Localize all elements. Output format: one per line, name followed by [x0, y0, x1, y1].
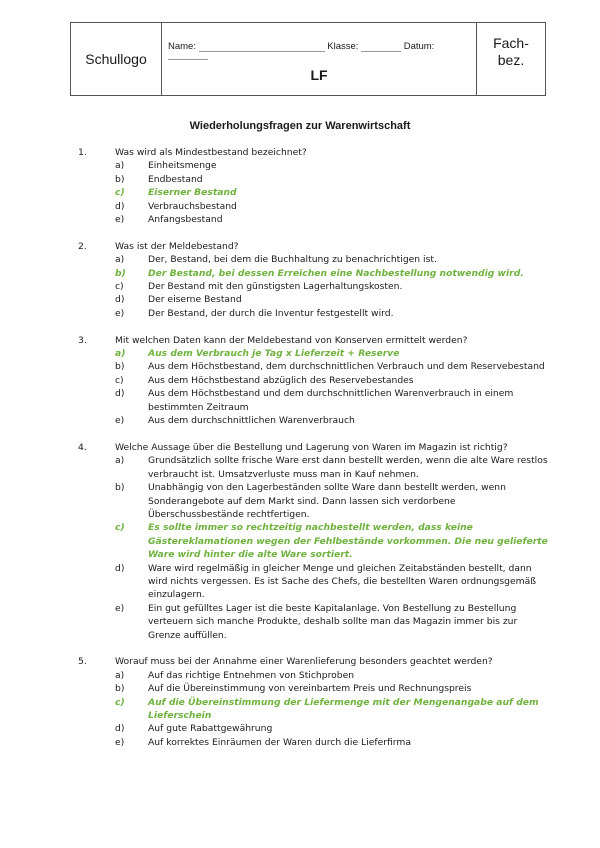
option-letter: d)	[115, 200, 125, 212]
option-text: Der, Bestand, bei dem die Buchhaltung zu benachrichtigen ist.	[148, 254, 437, 266]
option-letter: a)	[115, 254, 125, 266]
option-letter: b)	[115, 683, 125, 695]
option-text: Ware wird regelmäßig in gleicher Menge und gleichen Zeitabständen bestellt, dann wird nichts vergessen. Es ist Sache des Chefs, die bestellten Waren ordnungsgemäß einzulagern.	[148, 562, 536, 601]
question-text: Welche Aussage über die Bestellung und Lagerung von Waren im Magazin ist richtig?	[115, 441, 508, 453]
option-text: Der Bestand, bei dessen Erreichen eine Nachbestellung notwendig wird.	[148, 267, 524, 279]
answer-option	[0, 293, 600, 306]
option-text: Grundsätzlich sollte frische Ware erst dann bestellt werden, wenn die alte Ware restlos verbraucht ist. Umsatzverluste muss man in Kauf nehmen.	[148, 455, 548, 480]
option-letter: e)	[115, 602, 125, 614]
question-number: 1.	[78, 147, 87, 158]
question-2	[0, 240, 600, 320]
question-1	[0, 146, 600, 226]
answer-option	[0, 481, 600, 521]
option-text: Aus dem Höchstbestand abzüglich des Reservebestandes	[148, 374, 414, 386]
question-3	[0, 334, 600, 428]
student-info-cell	[162, 23, 477, 95]
fach-line-1: Fach-	[493, 35, 529, 51]
answer-option	[0, 562, 600, 602]
answer-option	[0, 200, 600, 213]
fachbezeichnung-cell	[477, 23, 545, 95]
option-text: Aus dem durchschnittlichen Warenverbrauch	[148, 415, 355, 427]
question-5	[0, 655, 600, 749]
questions-list	[0, 146, 600, 763]
option-letter: e)	[115, 415, 125, 427]
option-text: Auf korrektes Einräumen der Waren durch die Lieferfirma	[148, 736, 411, 748]
student-fields-row	[168, 41, 472, 52]
answer-option	[0, 387, 600, 414]
option-text: Aus dem Verbrauch je Tag x Lieferzeit + Reserve	[148, 348, 400, 360]
answer-option-correct	[0, 347, 600, 360]
question-row	[0, 441, 600, 454]
question-text: Was ist der Meldebestand?	[115, 240, 239, 252]
question-number: 2.	[78, 240, 87, 252]
option-text: Ein gut gefülltes Lager ist die beste Kapitalanlage. Von Bestellung zu Bestellung verteuern sich manche Produkte, deshalb sollte man das Magazin immer bis zur Grenze auffüllen.	[148, 602, 518, 641]
school-logo-cell	[71, 23, 162, 95]
option-letter: e)	[115, 736, 125, 748]
question-row	[0, 334, 600, 347]
fach-line-2: bez.	[497, 52, 525, 68]
option-letter: a)	[115, 348, 126, 360]
question-4	[0, 441, 600, 642]
question-row	[0, 240, 600, 253]
option-letter: b)	[115, 173, 125, 185]
option-text: Einheitsmenge	[148, 160, 217, 172]
answer-option	[0, 414, 600, 427]
answer-option-correct	[0, 521, 600, 561]
option-letter: e)	[115, 214, 125, 226]
option-text: Anfangsbestand	[148, 214, 223, 226]
answer-option	[0, 374, 600, 387]
option-letter: a)	[115, 455, 125, 467]
answer-option-correct	[0, 696, 600, 723]
answer-option	[0, 669, 600, 682]
answer-option	[0, 722, 600, 735]
name-line[interactable]	[199, 42, 325, 52]
option-text: Auf gute Rabattgewährung	[148, 723, 273, 735]
answer-option	[0, 682, 600, 695]
option-text: Verbrauchsbestand	[148, 200, 237, 212]
option-text: Aus dem Höchstbestand, dem durchschnittlichen Verbrauch und dem Reservebestand	[148, 361, 545, 373]
question-number: 3.	[78, 334, 87, 346]
option-text: Der Bestand, der durch die Inventur festgestellt wird.	[148, 307, 394, 319]
option-letter: c)	[115, 522, 125, 534]
answer-option	[0, 280, 600, 293]
question-row	[0, 655, 600, 668]
question-text: Worauf muss bei der Annahme einer Warenlieferung besonders geachtet werden?	[115, 656, 493, 668]
option-letter: e)	[115, 307, 125, 319]
option-letter: d)	[115, 723, 125, 735]
worksheet-title: Wiederholungsfragen zur Warenwirtschaft	[189, 120, 411, 132]
answer-option	[0, 253, 600, 266]
option-letter: c)	[115, 696, 125, 708]
option-letter: a)	[115, 669, 125, 681]
question-row	[0, 146, 600, 159]
option-letter: c)	[115, 281, 124, 293]
option-letter: b)	[115, 267, 126, 279]
header-table	[70, 22, 546, 96]
school-logo-text: Schullogo	[85, 51, 147, 67]
answer-option	[0, 454, 600, 481]
option-letter: b)	[115, 361, 125, 373]
answer-option	[0, 602, 600, 642]
answer-option-correct	[0, 186, 600, 199]
option-text: Auf die Übereinstimmung der Liefermenge mit der Mengenangabe auf dem Lieferschein	[148, 696, 539, 721]
answer-option-correct	[0, 267, 600, 280]
question-text: Mit welchen Daten kann der Meldebestand von Konserven ermittelt werden?	[115, 334, 468, 346]
option-letter: d)	[115, 388, 125, 400]
datum-label: Datum:	[403, 41, 435, 52]
answer-option	[0, 173, 600, 186]
option-letter: d)	[115, 562, 125, 574]
question-number: 5.	[78, 656, 87, 668]
option-text: Der Bestand mit den günstigsten Lagerhaltungskosten.	[148, 281, 403, 293]
answer-option	[0, 307, 600, 320]
option-text: Aus dem Höchstbestand und dem durchschnittlichen Warenverbrauch in einem bestimmten Zeitraum	[148, 388, 514, 413]
answer-option	[0, 360, 600, 373]
option-text: Endbestand	[148, 173, 203, 185]
question-number: 4.	[78, 441, 87, 453]
option-letter: a)	[115, 160, 125, 172]
option-letter: c)	[115, 187, 125, 199]
klasse-line[interactable]	[361, 42, 401, 52]
option-text: Auf das richtige Entnehmen von Stichproben	[148, 669, 355, 681]
option-text: Auf die Übereinstimmung von vereinbartem Preis und Rechnungspreis	[148, 683, 472, 695]
option-text: Eiserner Bestand	[148, 187, 237, 199]
option-text: Unabhängig von den Lagerbeständen sollte Ware dann bestellt werden, wenn Sonderangebote auf dem Markt sind. Dann lassen sich verdorbene Überschussbestände rechtfertigen.	[148, 482, 506, 520]
lernfeld-label: LF	[310, 67, 328, 83]
question-text: Was wird als Mindestbestand bezeichnet?	[115, 147, 307, 158]
klasse-label: Klasse:	[327, 41, 359, 52]
option-text: Der eiserne Bestand	[148, 294, 242, 306]
answer-option	[0, 213, 600, 226]
datum-line[interactable]	[168, 59, 208, 60]
name-label: Name:	[168, 41, 196, 52]
option-text: Es sollte immer so rechtzeitig nachbestellt werden, dass keine Gästereklamationen wegen der Fehlbestände vorkommen. Die neu gelieferte Ware wird hinter die alte Ware sortiert.	[148, 522, 548, 561]
answer-option	[0, 159, 600, 172]
answer-option	[0, 736, 600, 749]
option-letter: c)	[115, 374, 124, 386]
option-letter: d)	[115, 294, 125, 306]
option-letter: b)	[115, 482, 125, 494]
